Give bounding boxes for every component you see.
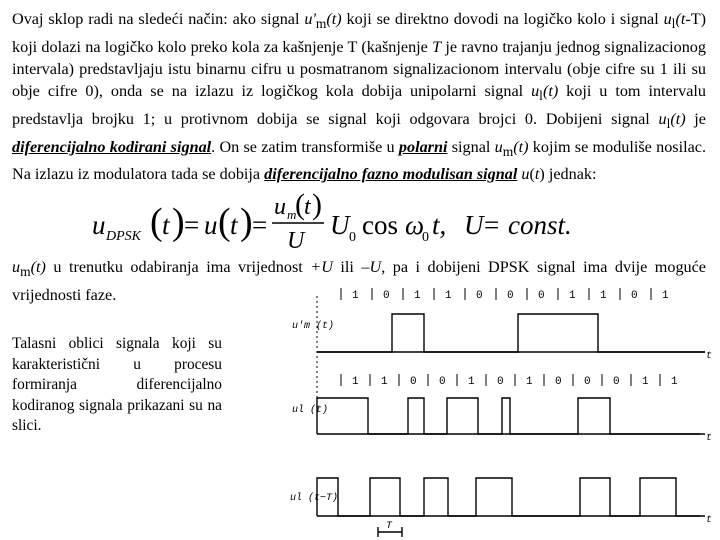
bit-label: 0	[497, 376, 504, 388]
paragraph-1: Ovaj sklop radi na sledeći način: ako signal $u'_m(t)$ koji se direktno dovodi na logičko kolo i signal $u_l(t-T)$ koji dolazi na logičko kolo preko kola za kašnjenje T (kašnjenje T je ravno trajanju jednog signalizacionog intervala) predstavljaju istu binarnu cifru u posmatranom signalizacionom intervalu (obje cifre su 1 ili su obje cifre 0), onda se na izlazu iz logičkog kola dobija unipolarni signal $u_l(t)$ koji u tom intervalu predstavlja brojku 1; u protivnom dobija se signal koji odgovara brojci 0. Dobijeni signal $u_l(t)$ je diferencijalno kodirani signal. On se zatim transformiše u polarni signal $u_m(t)$ kojim se moduliše nosilac. Na izlazu iz modulatora tada se dobija diferencijalno fazno modulisan signal u(t) jednak:	[12, 10, 706, 184]
svg-text:t: t	[162, 210, 170, 240]
svg-text:): )	[312, 190, 322, 221]
svg-text:m: m	[287, 207, 297, 222]
bit-label: 0	[383, 290, 390, 302]
label-u-l: ul (t)	[292, 405, 329, 416]
axis-label-t-2: t	[706, 433, 713, 444]
bit-label: 0	[410, 376, 417, 388]
bit-label: 0	[507, 290, 514, 302]
label-u-l-delayed: ul (t−T)	[290, 493, 339, 504]
bit-label: 1	[600, 290, 607, 302]
bit-label: 0	[555, 376, 562, 388]
bit-label: 1	[671, 376, 678, 388]
svg-text:=: =	[184, 210, 200, 240]
bit-label: 0	[538, 290, 545, 302]
svg-text:(: (	[295, 190, 305, 221]
svg-text:DPSK: DPSK	[106, 229, 141, 244]
waveform-figure	[280, 282, 720, 540]
label-u-m-prime: u'm (t)	[292, 321, 335, 332]
dpsk-formula	[92, 190, 612, 252]
bit-label: 1	[381, 376, 388, 388]
bit-label: 1	[445, 290, 452, 302]
bit-label: 1	[662, 290, 669, 302]
bit-label: 1	[352, 290, 359, 302]
bit-label: 1	[642, 376, 649, 388]
svg-text:t: t	[230, 210, 238, 240]
waveform-u-m-prime	[317, 314, 705, 352]
bit-label: 1	[526, 376, 533, 388]
svg-text:U: U	[330, 210, 350, 240]
svg-text:cos: cos	[362, 210, 398, 240]
waveform-u-l	[317, 398, 700, 434]
svg-text:0: 0	[349, 230, 356, 245]
svg-text:u: u	[274, 194, 286, 220]
svg-text:ω: ω	[405, 210, 425, 240]
axis-label-t-1: t	[706, 351, 713, 362]
bit-label: 1	[468, 376, 475, 388]
paragraph-2: $u_m(t)$ u trenutku odabiranja ima vrijednost +U ili –U, pa i dobijeni DPSK signal ima dvije moguće vrijednosti faze.	[12, 258, 706, 304]
axis-label-t-3: t	[706, 515, 713, 526]
svg-text:t,: t,	[432, 210, 447, 240]
label-T: T	[386, 521, 393, 532]
term-polar: polarni	[398, 137, 448, 156]
bit-row-1	[341, 288, 669, 302]
bit-label: 0	[476, 290, 483, 302]
bit-label: 1	[414, 290, 421, 302]
svg-text:t: t	[304, 194, 311, 220]
term-dpsk-signal: diferencijalno fazno modulisan signal	[264, 165, 518, 184]
svg-text:=: =	[484, 210, 500, 240]
svg-text:U: U	[464, 210, 484, 240]
bit-label: 1	[569, 290, 576, 302]
svg-text:U: U	[287, 228, 305, 252]
bit-label: 0	[439, 376, 446, 388]
bit-label: 0	[584, 376, 591, 388]
bit-label: 0	[613, 376, 620, 388]
term-differential-coded: diferencijalno kodirani signal	[12, 137, 212, 156]
svg-text:=: =	[252, 210, 268, 240]
svg-text:const.: const.	[508, 210, 572, 240]
svg-text:u: u	[92, 210, 106, 240]
svg-text:u: u	[204, 210, 218, 240]
svg-text:(: (	[150, 201, 163, 243]
bit-label: 1	[352, 376, 359, 388]
svg-text:): )	[172, 201, 185, 243]
figure-caption: Talasni oblici signala koji su karakteristični u procesu formiranja diferencijalno kodiranog signala prikazani su na slici.	[12, 335, 222, 435]
svg-text:(: (	[218, 201, 231, 243]
bit-row-2	[341, 374, 678, 388]
bit-label: 0	[631, 290, 638, 302]
svg-text:): )	[240, 201, 253, 243]
svg-text:0: 0	[422, 230, 429, 245]
waveform-u-l-delayed	[317, 478, 700, 516]
